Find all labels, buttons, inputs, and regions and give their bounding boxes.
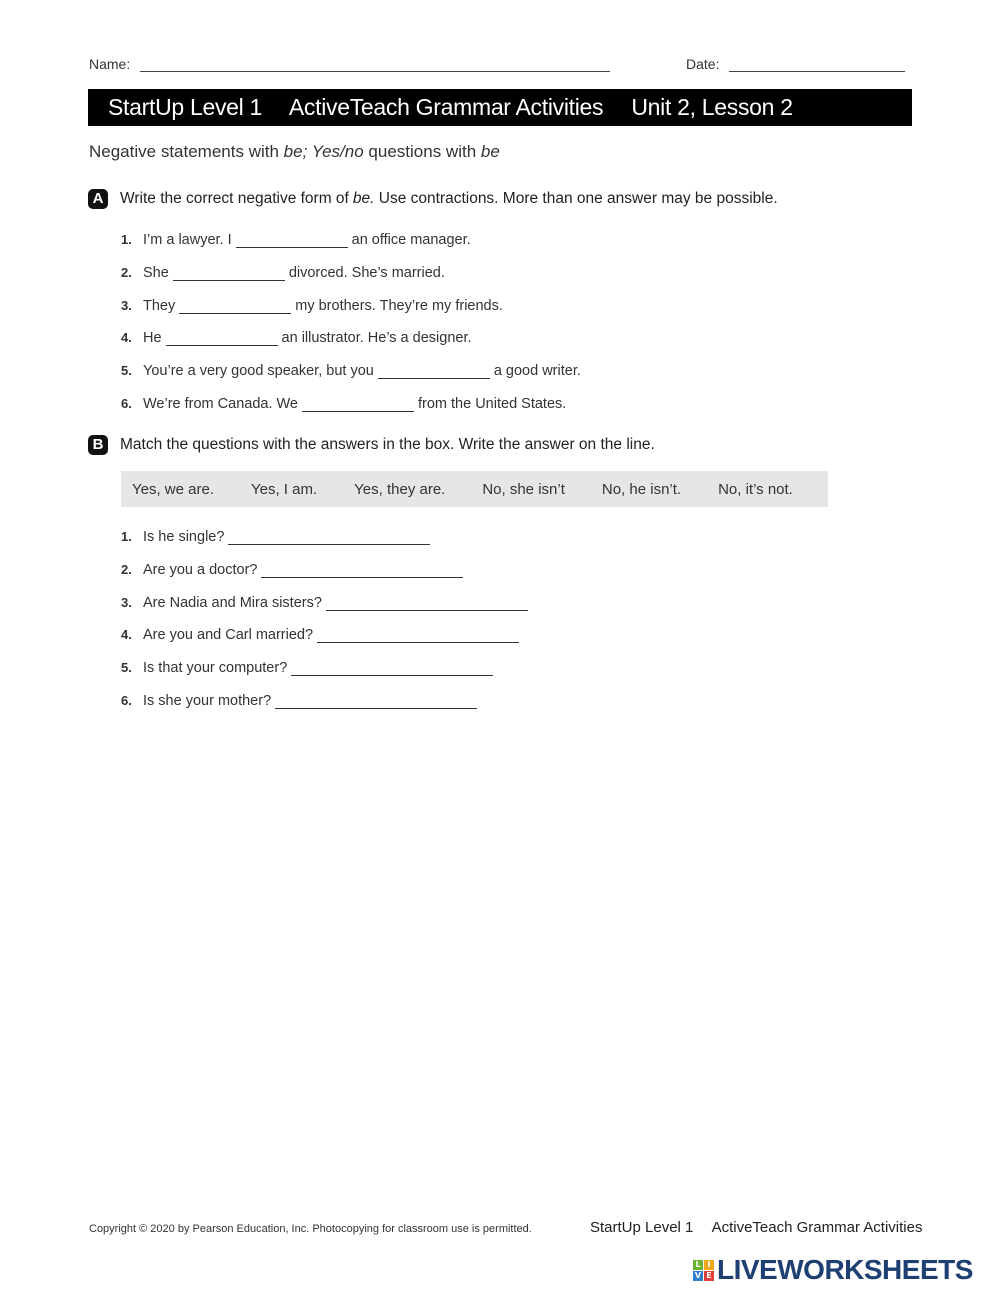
- title-series: ActiveTeach Grammar Activities: [288, 94, 604, 120]
- answer-input[interactable]: [291, 659, 493, 676]
- item-number: 3.: [121, 594, 132, 610]
- item-number: 5.: [121, 363, 132, 379]
- item-text-after: my brothers. They’re my friends.: [295, 297, 503, 314]
- name-field: [89, 56, 610, 72]
- subtitle-italic: be; Yes/no: [283, 142, 364, 161]
- answer-option: No, she isn’t: [482, 480, 565, 498]
- item-number: 4.: [121, 330, 132, 346]
- answer-box: [121, 471, 828, 507]
- item-text-after: from the United States.: [418, 396, 567, 412]
- instr-italic: be.: [352, 190, 375, 207]
- footer-title: [590, 1219, 922, 1236]
- answer-input[interactable]: [261, 561, 463, 578]
- logo-letter: V: [694, 1270, 702, 1280]
- subtitle-italic: be: [480, 142, 500, 161]
- item-number: 6.: [121, 693, 132, 708]
- item-number: 6.: [121, 396, 132, 411]
- exercise-a-item: [121, 231, 471, 248]
- item-number: 5.: [121, 660, 132, 676]
- item-text-after: an illustrator. He’s a designer.: [281, 330, 472, 347]
- section-b-badge: B: [88, 435, 108, 455]
- item-number: 2.: [121, 561, 132, 577]
- name-line[interactable]: [140, 71, 610, 72]
- liveworksheets-logo: [693, 1254, 973, 1286]
- copyright: Copyright © 2020 by Pearson Education, Inc. Photocopying for classroom use is permitted.: [89, 1223, 532, 1235]
- answer-input[interactable]: [173, 264, 285, 281]
- answer-option: No, he isn’t.: [601, 480, 682, 498]
- date-field: [686, 56, 905, 72]
- exercise-a-item: [121, 297, 503, 314]
- item-question: Is that your computer?: [143, 660, 288, 677]
- logo-text: LIVEWORKSHEETS: [717, 1254, 973, 1285]
- item-number: 1.: [121, 232, 132, 247]
- item-text-before: We’re from Canada. We: [143, 396, 298, 412]
- answer-option: Yes, they are.: [354, 480, 446, 498]
- logo-letter: L: [693, 1260, 703, 1270]
- exercise-b-item: [121, 561, 467, 578]
- answer-input[interactable]: [275, 692, 477, 709]
- exercise-b-item: [121, 692, 481, 709]
- item-question: Is she your mother?: [143, 693, 272, 709]
- answer-input[interactable]: [236, 231, 348, 248]
- instr-text: Use contractions. More than one answer may be possible.: [374, 190, 778, 207]
- logo-letter: I: [704, 1260, 714, 1270]
- footer-level: StartUp Level 1: [590, 1219, 694, 1236]
- title-unit: Unit 2, Lesson 2: [631, 94, 793, 120]
- logo-icon: [693, 1260, 714, 1281]
- section-a-instructions: [88, 189, 778, 209]
- instr-text: Write the correct negative form of: [120, 190, 349, 207]
- logo-letter: E: [704, 1271, 714, 1281]
- item-question: Are Nadia and Mira sisters?: [143, 594, 322, 611]
- exercise-a-item: [121, 329, 472, 346]
- footer-series: ActiveTeach Grammar Activities: [711, 1219, 923, 1236]
- exercise-b-item: [121, 528, 434, 545]
- item-text-before: I’m a lawyer. I: [143, 232, 232, 248]
- title-level: StartUp Level 1: [108, 94, 263, 120]
- item-text-after: divorced. She’s married.: [288, 264, 445, 281]
- date-label: Date:: [686, 56, 720, 72]
- item-question: Are you and Carl married?: [143, 627, 314, 644]
- exercise-b-item: [121, 659, 497, 676]
- item-question: Is he single?: [143, 529, 225, 545]
- section-a-badge: A: [88, 189, 108, 209]
- answer-input[interactable]: [228, 528, 430, 545]
- item-question: Are you a doctor?: [143, 561, 258, 578]
- answer-input[interactable]: [326, 594, 528, 611]
- answer-option: No, it’s not.: [718, 480, 793, 498]
- item-text-after: an office manager.: [351, 232, 471, 248]
- exercise-b-item: [121, 626, 523, 643]
- section-b-instructions: [88, 435, 655, 455]
- item-text-before: They: [143, 297, 176, 314]
- exercise-a-item: [121, 395, 566, 412]
- answer-input[interactable]: [317, 626, 519, 643]
- exercise-a-item: [121, 264, 445, 281]
- exercise-b-item: [121, 594, 532, 611]
- answer-option: Yes, we are.: [132, 480, 214, 498]
- subtitle-text: questions with: [363, 142, 481, 161]
- name-label: Name:: [89, 56, 131, 72]
- item-text-before: You’re a very good speaker, but you: [143, 363, 374, 380]
- instr-text: Match the questions with the answers in the box. Write the answer on the line.: [120, 436, 655, 453]
- item-number: 2.: [121, 264, 132, 280]
- item-text-before: She: [143, 264, 169, 281]
- item-number: 4.: [121, 627, 132, 643]
- date-line[interactable]: [729, 71, 905, 72]
- item-text-before: He: [143, 330, 162, 347]
- item-text-after: a good writer.: [493, 363, 581, 380]
- item-number: 1.: [121, 529, 132, 544]
- subtitle-text: Negative statements with: [89, 142, 284, 161]
- answer-input[interactable]: [179, 297, 291, 314]
- exercise-a-item: [121, 362, 581, 379]
- page-subtitle: [89, 142, 500, 162]
- item-number: 3.: [121, 297, 132, 313]
- answer-option: Yes, I am.: [251, 480, 318, 498]
- answer-input[interactable]: [302, 395, 414, 412]
- title-bar: [88, 89, 912, 126]
- answer-input[interactable]: [166, 329, 278, 346]
- answer-input[interactable]: [378, 362, 490, 379]
